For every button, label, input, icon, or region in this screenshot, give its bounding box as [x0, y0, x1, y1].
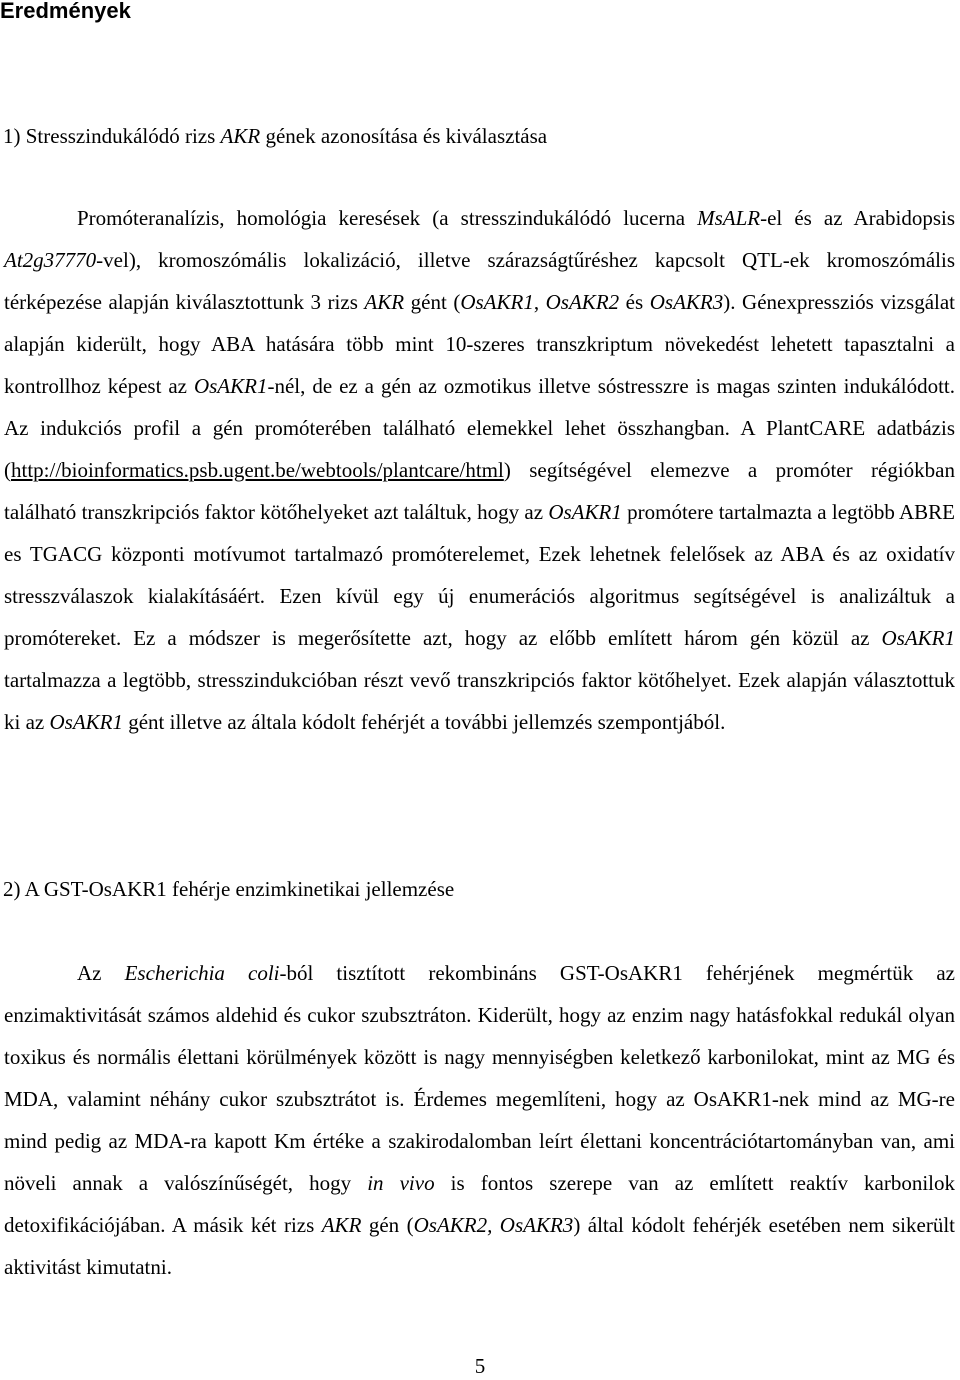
text-run: -nél, de ez a gén az ozmotikus illetve sóstresszre is magas szinten indukálódott. Az indukciós profil a gén promóterében található elemekkel lehet összhangban. A PlantCARE adatbázis (: [4, 374, 956, 482]
text-run: ) által kódolt fehérjék esetében nem sikerült aktivitást kimutatni.: [4, 1213, 955, 1279]
section-1-heading-italic: AKR: [220, 124, 261, 148]
page-title: Eredmények: [0, 0, 131, 23]
gene-name: OsAKR1: [193, 374, 268, 398]
text-run: gént (: [404, 290, 461, 314]
text-run: Promóteranalízis, homológia keresések (a stresszindukálódó lucerna: [77, 206, 698, 230]
gene-name: OsAKR2, OsAKR3: [413, 1213, 574, 1237]
text-run: ) segítségével elemezve a promóter régiókban található transzkripciós faktor kötőhelyeket azt találtuk, hogy az: [4, 458, 955, 524]
text-run: ). Génexpressziós vizsgálat alapján kiderült, hogy ABA hatására több mint 10-szeres transzkriptum növekedést lehetett tapasztalni a kontrollhoz képest az: [4, 290, 956, 398]
page-number: 5: [474, 1354, 486, 1378]
gene-name: OsAKR1: [49, 710, 123, 734]
text-run: gén (: [361, 1213, 414, 1237]
text-run: -ból tisztított rekombináns GST-OsAKR1 fehérjének megmértük az enzimaktivitását számos aldehid és cukor szubsztráton. Kiderült, hogy az enzim nagy hatásfokkal redukál olyan toxikus és normális élettani körülmények között is nagy mennyiségben keletkező karbonilokat, mint az MG és MDA, valamint néhány cukor szubsztrátot is. Érdemes megemlíteni, hogy az OsAKR1-nek mind az MG-re mind pedig az MDA-ra kapott Km értéke a szakirodalomban leírt élettani koncentrációtartományban van, ami növeli annak a valószínűségét, hogy: [4, 961, 955, 1195]
species-name: Escherichia coli: [124, 961, 280, 985]
plantcare-link[interactable]: http://bioinformatics.psb.ugent.be/webtools/plantcare/html: [11, 458, 504, 482]
text-run: -vel), kromoszómális lokalizáció, illetve szárazságtűréshez kapcsolt QTL-ek kromoszómális térképezése alapján kiválasztottunk 3 rizs: [4, 248, 955, 314]
gene-name: At2g37770: [4, 248, 97, 272]
text-run: és: [619, 290, 650, 314]
gene-name: AKR: [364, 290, 405, 314]
gene-name: OsAKR3: [649, 290, 724, 314]
text-run: is fontos szerepe van az említett reaktív karbonilok detoxifikációjában. A másik két rizs: [4, 1171, 955, 1237]
section-2-heading: 2) A GST-OsAKR1 fehérje enzimkinetikai jellemzése: [3, 877, 455, 901]
text-run: promótere tartalmazta a legtöbb ABRE es TGACG központi motívumot tartalmazó promóterelemet, Ezek lehetnek felelősek az ABA és az oxidatív stresszválaszok kialakításáért. Ezen kívül egy új enumerációs algoritmus segítségével is analizáltuk a promótereket. Ez a módszer is megerősítette azt, hogy az előbb említett három gén közül az: [4, 500, 955, 650]
gene-name: OsAKR1: [881, 626, 955, 650]
gene-name: OsAKR1: [460, 290, 534, 314]
gene-name: MsALR: [697, 206, 761, 230]
gene-name: OsAKR1: [548, 500, 622, 524]
text-run: gént illetve az általa kódolt fehérjét a további jellemzés szempontjából.: [122, 710, 726, 734]
gene-name: AKR: [321, 1213, 362, 1237]
section-1-heading: [3, 123, 547, 149]
section-1-paragraph: [4, 197, 955, 743]
gene-name: OsAKR2: [545, 290, 620, 314]
text-run: ,: [533, 290, 546, 314]
text-run: tartalmazza a legtöbb, stresszindukcióban részt vevő transzkripciós faktor kötőhelyet. Ezek alapján választottuk ki az: [4, 668, 955, 734]
section-1-heading-text: 1) Stresszindukálódó rizs: [3, 124, 221, 148]
section-1-heading-text-end: gének azonosítása és kiválasztása: [260, 124, 548, 148]
text-run: Az: [77, 961, 125, 985]
section-2-paragraph: [4, 952, 955, 1288]
text-run: -el és az Arabidopsis: [760, 206, 955, 230]
latin-term: in vivo: [367, 1171, 435, 1195]
